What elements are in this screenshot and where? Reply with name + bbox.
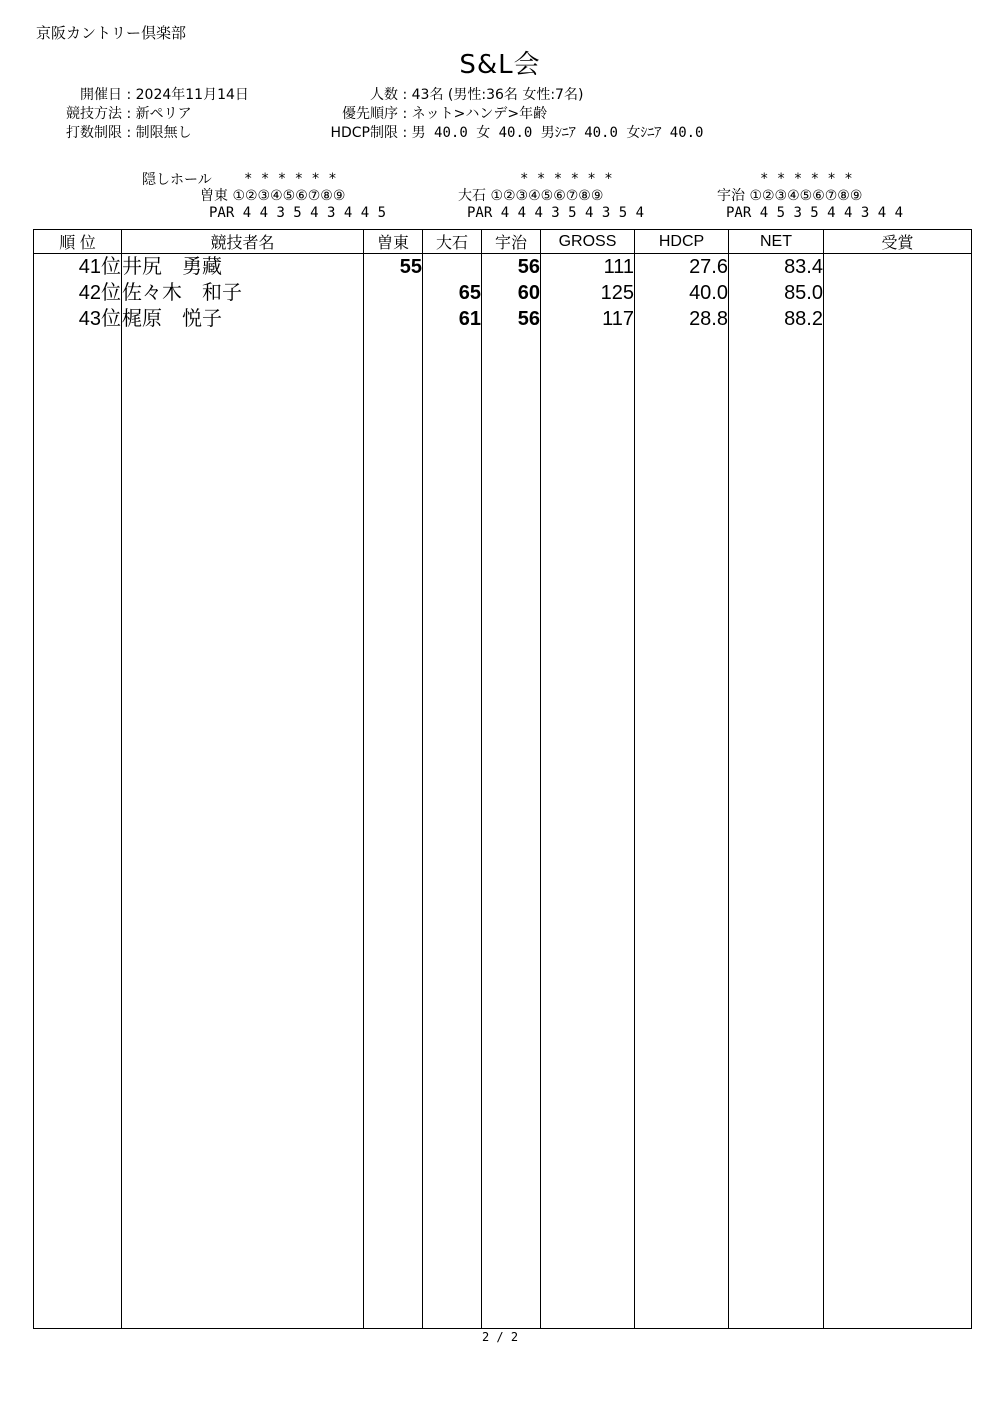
course-1-par: 4 4 3 5 4 3 4 4 5 [242, 205, 387, 221]
table-row-3-sodo [364, 306, 422, 332]
course-1-name: 曽東 [200, 188, 228, 204]
header-gross: GROSS [541, 230, 635, 254]
header-player-name: 競技者名 [122, 230, 364, 254]
header-award: 受賞 [824, 230, 972, 254]
table-row-1-sodo: 55 [399, 256, 422, 278]
course-1-par-label: PAR [209, 205, 235, 221]
header-sodo: 曽東 [364, 230, 423, 254]
header-uji: 宇治 [482, 230, 541, 254]
info-left: 開催日 : 2024年11月14日 競技方法 : 新ペリア 打数制限 : 制限無し [46, 86, 249, 143]
table-header-row [34, 230, 972, 254]
gross-column [541, 254, 635, 1329]
course-1-block [200, 188, 386, 222]
course-3-holes: ①②③④⑤⑥⑦⑧⑨ [749, 188, 863, 204]
club-name: 京阪カントリー倶楽部 [36, 24, 187, 42]
table-row-3-oishi: 61 [458, 308, 481, 330]
course-2-par: 4 4 4 3 5 4 3 5 4 [500, 205, 645, 221]
table-row-3-net: 88.2 [784, 308, 823, 330]
table-row-3-rank: 43位 [78, 308, 121, 330]
uji-column [482, 254, 541, 1329]
table-row-3-award [824, 306, 971, 332]
rank-column [34, 254, 122, 1329]
header-net: NET [729, 230, 824, 254]
table-row-2-gross: 125 [600, 282, 634, 304]
info-right: 人数 : 43名 (男性:36名 女性:7名) 優先順序 : ネット>ハンデ>年齢 HDCP制限 : 男 40.0 女 40.0 男ｼﾆｱ 40.0 女ｼﾆｱ 40.0 [296, 86, 704, 143]
course-3-par-label: PAR [726, 205, 752, 221]
header-rank: 順 位 [34, 230, 122, 254]
table-row-1-oishi [423, 254, 481, 280]
table-row-2-name: 佐々木 和子 [122, 282, 242, 304]
limit-label: 打数制限 [66, 125, 122, 141]
date-value: 2024年11月14日 [135, 87, 249, 103]
award-column [824, 254, 972, 1329]
course-2-par-label: PAR [467, 205, 493, 221]
table-row-1-award [824, 254, 971, 280]
table-row-2-award [824, 280, 971, 306]
page-title: S&L会 [459, 50, 541, 80]
page-number: 2 / 2 [481, 1330, 519, 1344]
people-value: 43名 (男性:36名 女性:7名) [411, 87, 584, 103]
priority-value: ネット>ハンデ>年齢 [411, 106, 548, 122]
results-table [33, 229, 972, 1329]
course-3-name: 宇治 [717, 188, 745, 204]
course-3-marks: * * * * * * [760, 171, 853, 187]
table-row-1-name: 井尻 勇藏 [122, 256, 222, 278]
course-1-marks: * * * * * * [244, 171, 337, 187]
table-body [34, 254, 972, 1329]
oishi-column [423, 254, 482, 1329]
course-2-name: 大石 [458, 188, 486, 204]
course-1-holes: ①②③④⑤⑥⑦⑧⑨ [232, 188, 346, 204]
name-column [122, 254, 364, 1329]
table-row-3-name: 梶原 悦子 [122, 308, 222, 330]
course-2-marks: * * * * * * [520, 171, 613, 187]
table-row-3-uji: 56 [517, 308, 540, 330]
table-row-1-gross: 111 [603, 256, 634, 278]
table-row-2-net: 85.0 [784, 282, 823, 304]
header-hdcp: HDCP [635, 230, 729, 254]
table-row-2-oishi: 65 [458, 282, 481, 304]
table-row-1-hdcp: 27.6 [689, 256, 728, 278]
course-3-block [717, 188, 903, 222]
people-label: 人数 [370, 87, 398, 103]
course-3-par: 4 5 3 5 4 4 3 4 4 [759, 205, 904, 221]
table-row-3-hdcp: 28.8 [689, 308, 728, 330]
sodo-column [364, 254, 423, 1329]
table-row-2-uji: 60 [517, 282, 540, 304]
hidden-holes-label: 隠しホール [142, 172, 212, 188]
priority-label: 優先順序 [342, 106, 398, 122]
table-row-1-uji: 56 [517, 256, 540, 278]
table-row-2-rank: 42位 [78, 282, 121, 304]
limit-value: 制限無し [135, 125, 192, 141]
hdcp-label: HDCP制限 [330, 125, 398, 141]
date-label: 開催日 [80, 87, 122, 103]
hdcp-value: 男 40.0 女 40.0 男ｼﾆｱ 40.0 女ｼﾆｱ 40.0 [411, 125, 704, 141]
table-row-1-net: 83.4 [784, 256, 823, 278]
hdcp-column [635, 254, 729, 1329]
net-column [729, 254, 824, 1329]
table-row-3-gross: 117 [602, 308, 634, 330]
table-row-1-rank: 41位 [78, 256, 121, 278]
course-2-holes: ①②③④⑤⑥⑦⑧⑨ [490, 188, 604, 204]
header-oishi: 大石 [423, 230, 482, 254]
table-row-2-hdcp: 40.0 [689, 282, 728, 304]
course-2-block [458, 188, 644, 222]
method-value: 新ペリア [135, 106, 192, 122]
method-label: 競技方法 [66, 106, 122, 122]
table-row-2-sodo [364, 280, 422, 306]
